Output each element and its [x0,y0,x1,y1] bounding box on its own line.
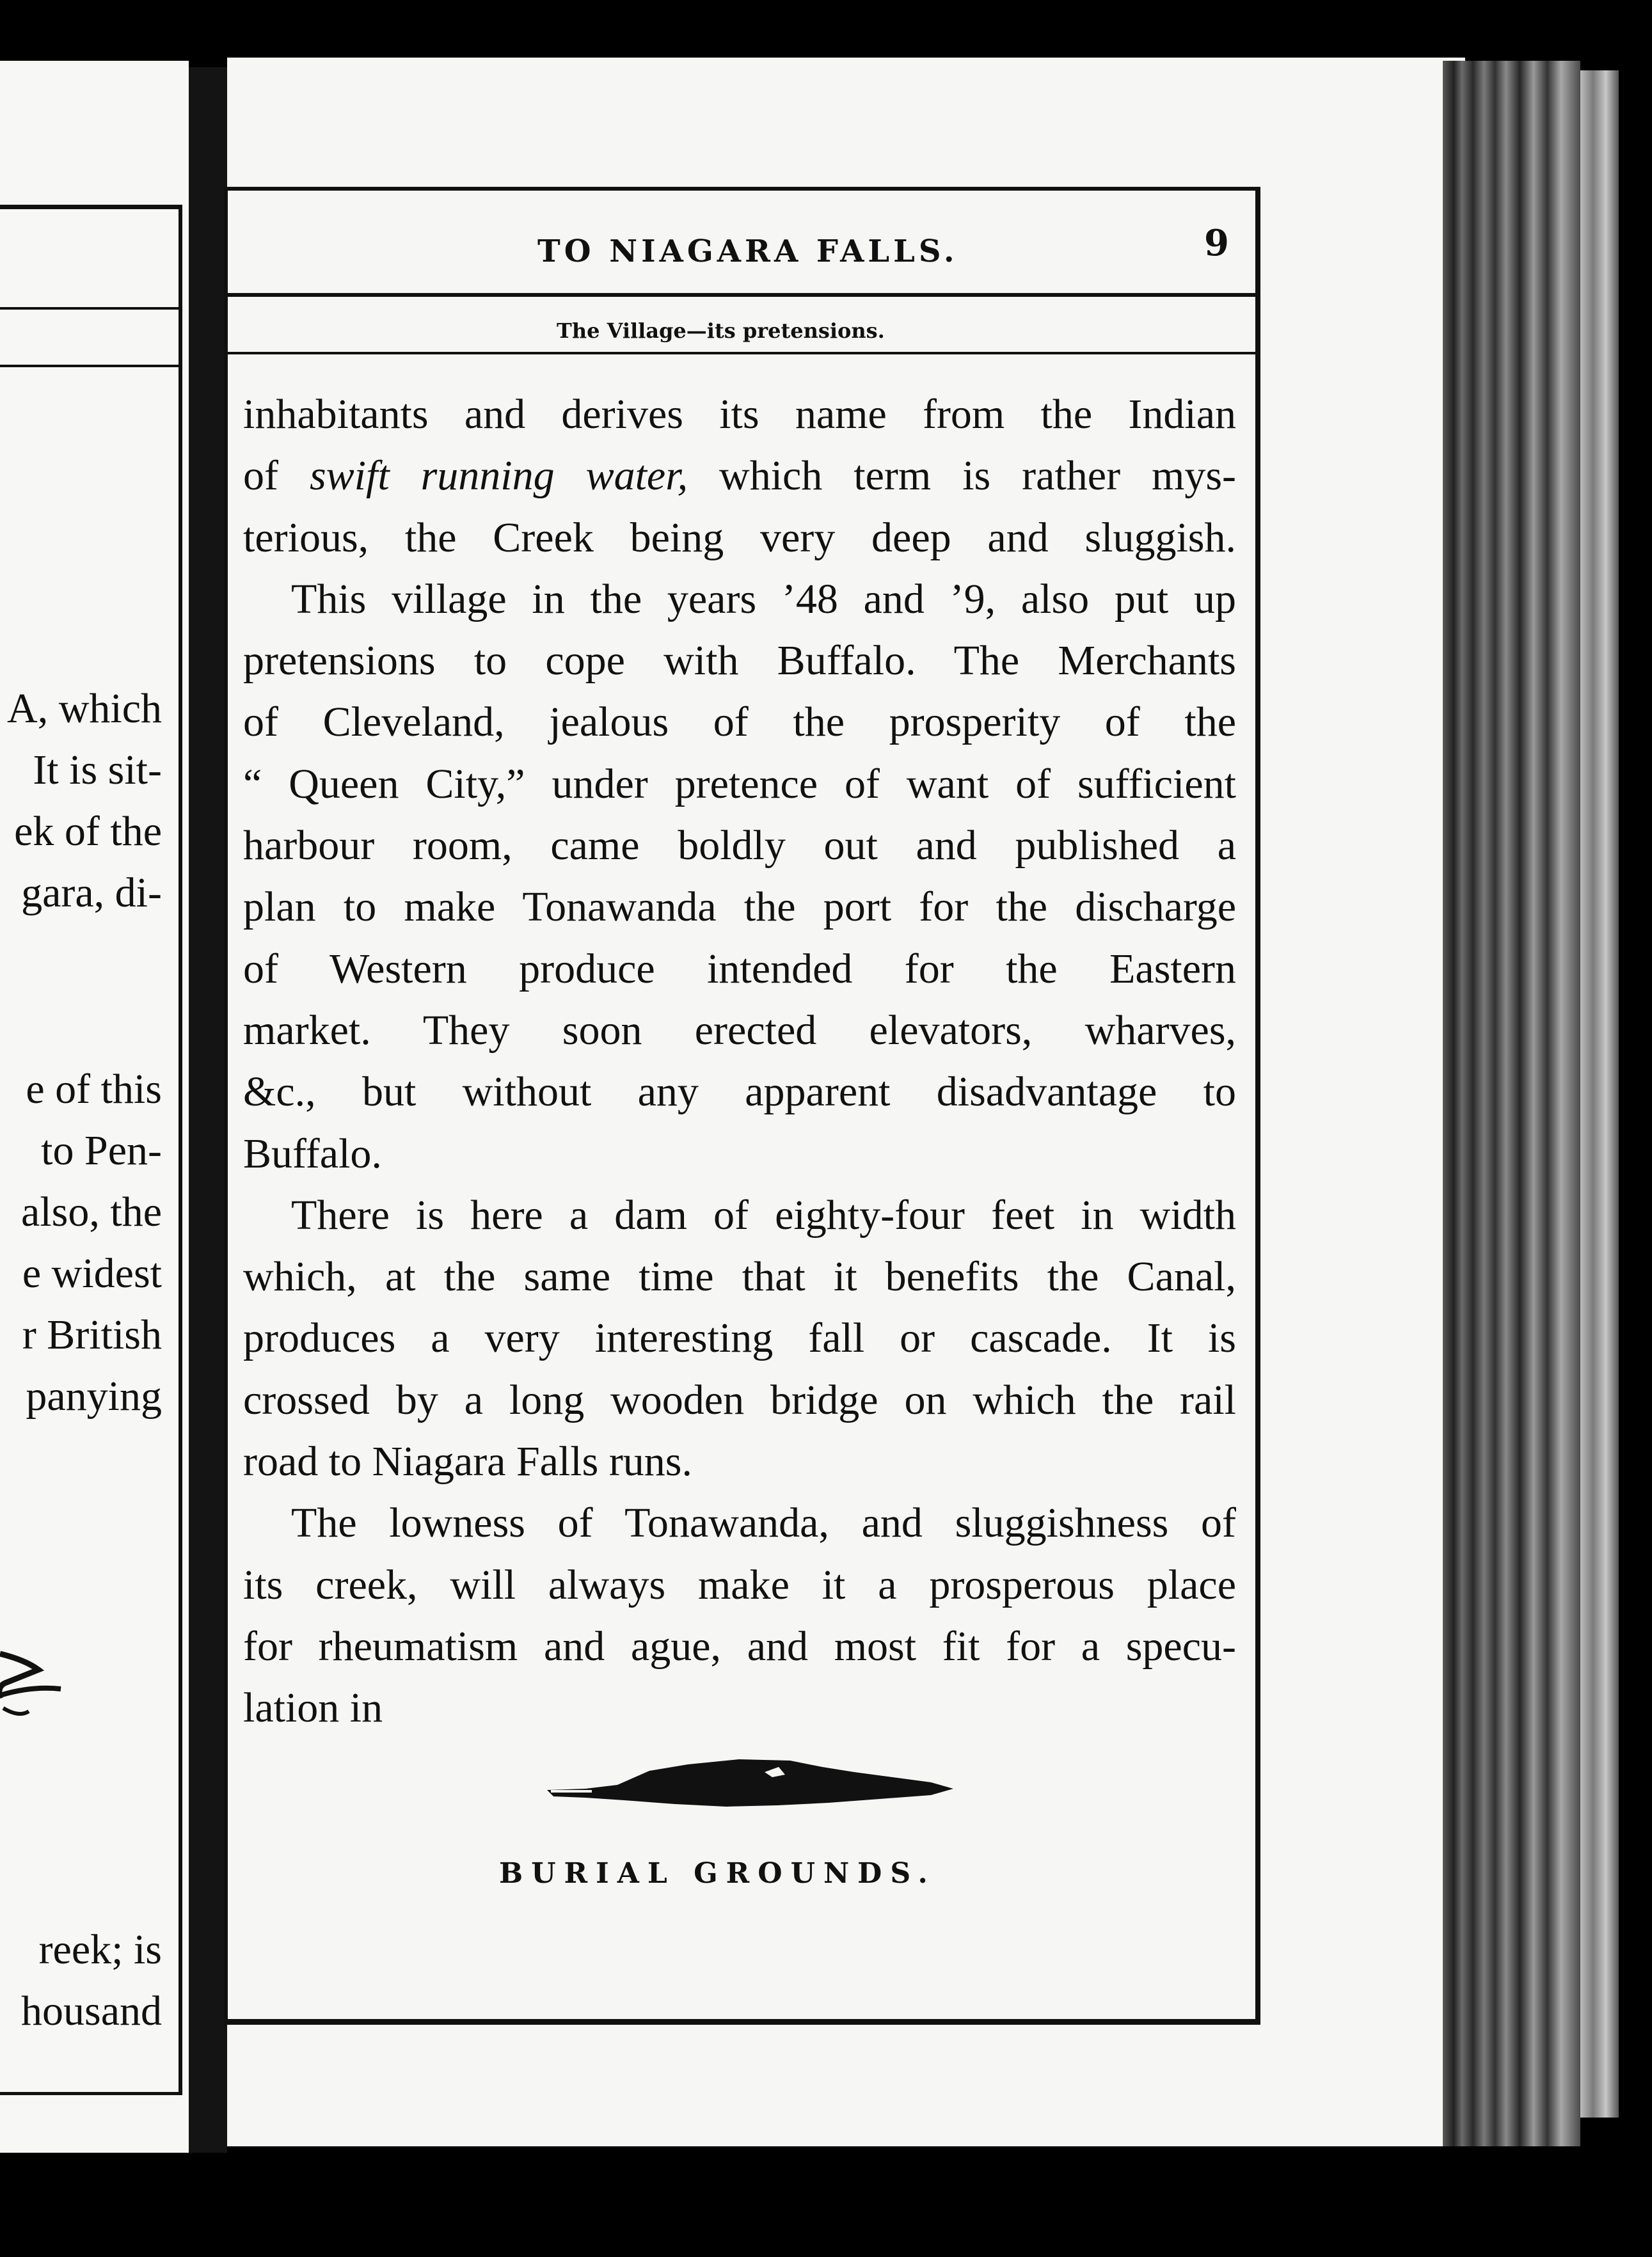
body-line: its creek, will always make it a prosperous place [243,1561,1236,1608]
running-head: TO NIAGARA FALLS. [537,234,958,269]
body-line: “ Queen City,” under pretence of want of sufficient [243,760,1236,807]
body-line: inhabitants and derives its name from the Indian [243,391,1236,438]
subhead-rule [227,352,1260,354]
body-line: pretensions to cope with Buffalo. The Merchants [243,637,1236,685]
body-line: This village in the years ’48 and ’9, also put up [291,575,1236,622]
body-text [243,384,1236,1739]
body-line: road to Niagara Falls runs. [243,1438,692,1485]
body-line: lation in [243,1684,383,1732]
left-page-bottom-rule [0,2092,182,2095]
body-line: plan to make Tonawanda the port for the discharge [243,883,1236,931]
section-heading: BURIAL GROUNDS. [499,1857,936,1890]
body-line: There is here a dam of eighty-four feet in width [291,1191,1236,1239]
book-page-edges-outer [1580,70,1619,2118]
left-page-fragment: A, which [7,685,162,732]
body-line: The lowness of Tonawanda, and sluggishness of [291,1500,1236,1547]
body-line: of Cleveland, jealous of the prosperity of the [243,699,1236,746]
left-page-fragment: e widest [22,1250,162,1297]
body-line [243,445,1236,507]
left-page-header-rule-2 [0,307,182,310]
body-line: crossed by a long wooden bridge on which the rail [243,1376,1236,1423]
header-rule [227,293,1260,297]
left-page-fragment: r British [22,1311,162,1358]
left-page-fragment: e of this [26,1066,162,1113]
page-number: 9 [1204,222,1229,264]
left-page-fragment: housand [21,1988,162,2034]
left-page-fragment: reek; is [38,1926,162,1973]
book-page-edges [1443,61,1580,2146]
body-line: produces a very interesting fall or cascade. It is [243,1315,1236,1362]
body-line: terious, the Creek being very deep and sluggish. [243,514,1236,561]
left-page-subhead-rule [0,365,182,367]
left-facing-page [0,61,189,2153]
body-line: &c., but without any apparent disadvantage to [243,1068,1236,1116]
left-page-frame-edge [179,205,182,2095]
body-text-italic: swift running water, [309,452,688,500]
left-page-flourish-ornament [0,1564,70,1756]
body-line: Buffalo. [243,1130,382,1177]
body-line: harbour room, came boldly out and published a [243,822,1236,869]
body-text-run: which term is rather mys- [688,452,1236,500]
left-page-fragment: to Pen- [41,1127,162,1174]
body-line: of Western produce intended for the Eastern [243,945,1236,992]
left-page-header-rule [0,205,182,209]
body-line: for rheumatism and ague, and most fit for a specu- [243,1622,1236,1670]
body-text-run: of [243,452,310,500]
body-line: market. They soon erected elevators, wharves, [243,1006,1236,1054]
body-line: which, at the same time that it benefits the Canal, [243,1253,1236,1301]
left-page-fragment: also, the [21,1189,162,1235]
engraving-ornament [547,1745,957,1822]
left-page-fragment: gara, di- [21,869,162,916]
book-gutter [189,67,227,2153]
left-page-fragment: panying [26,1373,162,1420]
left-page-fragment: It is sit- [33,747,162,793]
left-page-fragment: ek of the [14,808,162,855]
section-subhead: The Village—its pretensions. [557,319,885,343]
